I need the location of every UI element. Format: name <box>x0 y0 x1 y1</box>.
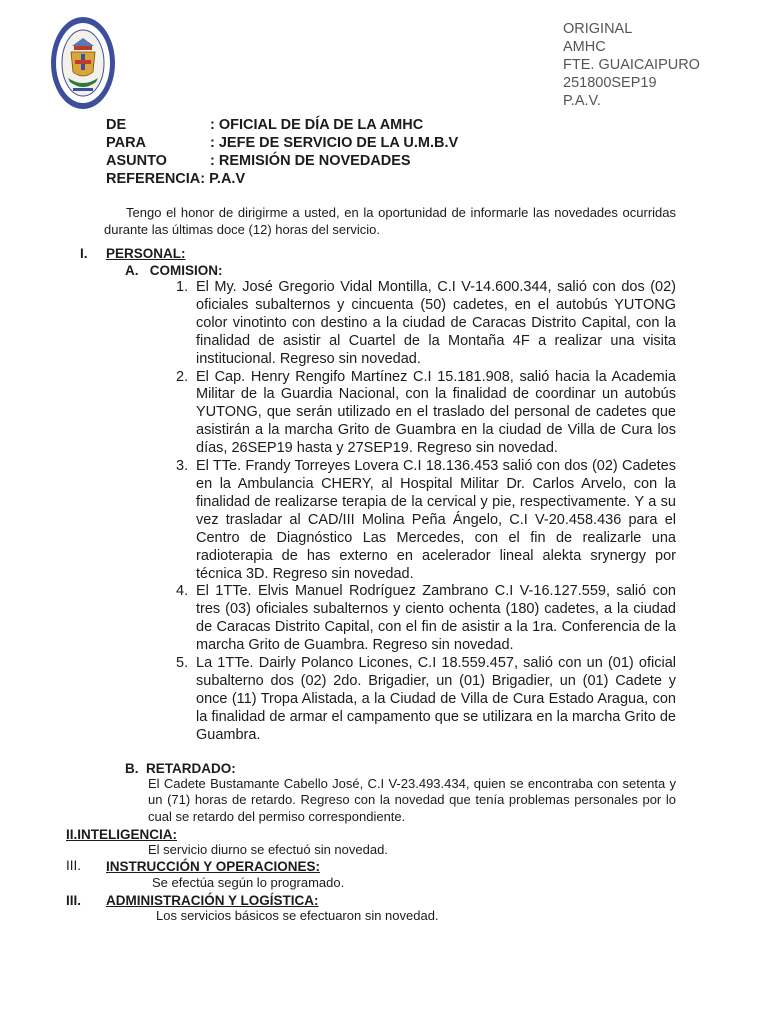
stamp-line-original: ORIGINAL <box>563 21 633 37</box>
comision-list <box>176 279 676 745</box>
section-personal-title: PERSONAL: <box>106 246 186 261</box>
list-item-text: El Cap. Henry Rengifo Martínez C.I 15.181.908, salió hacia la Academia Militar de la Guardia Nacional, con la finalidad de coordinar un autobús YUTONG, que serán utilizado en el traslado del personal de cadetes que asistirán a la marcha Grito de Guambra en la ciudad de Villa de Cura los días, 26SEP19 hasta y 27SEP19. Regreso sin novedad. <box>196 368 676 457</box>
list-item <box>176 369 676 459</box>
stamp-line-unit: AMHC <box>563 39 606 55</box>
intro-paragraph <box>104 204 676 238</box>
list-item-number: 3. <box>176 458 189 475</box>
header-asunto <box>106 152 411 170</box>
subsection-retardado-label: B. <box>125 761 139 776</box>
subsection-retardado-title: RETARDADO: <box>146 761 236 776</box>
list-item-text: El My. José Gregorio Vidal Montilla, C.I V-14.600.344, salió con dos (02) oficiales subalternos y cincuenta (50) cadetes, en el autobús YUTONG color vinotinto con destino a la ciudad de Caracas Distrito Capital, con la finalidad de asistir al Cuartel de la Montaña 4F a realizar una visita institucional. Regreso sin novedad. <box>196 279 676 367</box>
header-para <box>106 134 458 152</box>
administracion-text: Los servicios básicos se efectuaron sin novedad. <box>156 908 439 923</box>
list-item-text: El 1TTe. Elvis Manuel Rodríguez Zambrano C.I V-16.127.559, salió con tres (03) oficiales subalternos y ciento ochenta (180) cadetes, a la ciudad de Caracas Distrito Capital, con el fin de asistir a la 1ra. Conferencia de la marcha Grito de Guambra. Regreso sin novedad. <box>196 583 676 654</box>
header-de <box>106 116 423 134</box>
list-item-number: 2. <box>176 368 189 385</box>
list-item-number: 5. <box>176 655 189 672</box>
stamp-line-location: FTE. GUAICAIPURO <box>563 57 700 73</box>
subsection-comision-label: A. <box>125 263 139 278</box>
section-personal-number: I. <box>80 246 88 261</box>
header-de-key: DE <box>106 117 127 133</box>
list-item-text: El TTe. Frandy Torreyes Lovera C.I 18.136.453 salió con dos (02) Cadetes en la Ambulancia CHERY, al Hospital Militar Dr. Carlos Arvelo, con la finalidad de realizarse terapia de la cervical y pie, respectivamente. Y a su vez trasladar al CAD/III Molina Peña Ángelo, C.I V-20.458.436 para el Centro de Diagnóstico Las Mercedes, con el fin de realizarle una radioterapia de has externo en acelerador lineal alekta srynergy por técnica 3D. Regreso sin novedad. <box>196 458 676 582</box>
list-item <box>176 279 676 369</box>
retardado-text: El Cadete Bustamante Cabello José, C.I V-23.493.434, quien se encontraba con setenta y un (71) horas de retardo. Regreso con la novedad que tenía problemas personales por lo cual se retardo del permiso correspondiente. <box>148 776 676 824</box>
header-de-value: : OFICIAL DE DÍA DE LA AMHC <box>210 117 424 133</box>
header-para-value: : JEFE DE SERVICIO DE LA U.M.B.V <box>210 135 459 151</box>
list-item-number: 1. <box>176 279 189 295</box>
section-instruccion-title: INSTRUCCIÓN Y OPERACIONES: <box>106 859 321 874</box>
section-administracion-number: III. <box>66 893 82 908</box>
list-item-text: La 1TTe. Dairly Polanco Licones, C.I 18.559.457, salió con un (01) oficial subalterno dos (02) 2do. Brigadier, un (01) Brigadier, un (01) Cadete y once (11) Tropa Alistada, a la Ciudad de Villa de Cura Estado Aragua, con la finalidad de armar el campamento que se utilizara en la marcha Grito de Guambra. <box>196 655 676 743</box>
inteligencia-text: El servicio diurno se efectuó sin novedad. <box>148 842 388 857</box>
header-para-key: PARA <box>106 135 147 151</box>
header-asunto-value: : REMISIÓN DE NOVEDADES <box>210 153 411 169</box>
header-asunto-key: ASUNTO <box>106 153 167 169</box>
list-item <box>176 655 676 745</box>
subsection-comision-title: COMISION: <box>149 263 223 278</box>
section-administracion-title: ADMINISTRACIÓN Y LOGÍSTICA: <box>106 893 319 908</box>
document-stamp <box>563 20 700 110</box>
list-item-number: 4. <box>176 583 189 600</box>
stamp-line-datetime: 251800SEP19 <box>563 75 657 91</box>
list-item <box>176 583 676 655</box>
section-instruccion-number: III. <box>66 858 82 873</box>
subsection-retardado <box>125 760 236 777</box>
subsection-comision <box>125 262 223 279</box>
section-inteligencia-title: II.INTELIGENCIA: <box>66 827 177 842</box>
header-referencia: REFERENCIA: P.A.V <box>106 171 246 187</box>
stamp-line-initials: P.A.V. <box>563 93 601 109</box>
instruccion-text: Se efectúa según lo programado. <box>152 875 345 890</box>
list-item <box>176 458 676 583</box>
intro-text: Tengo el honor de dirigirme a usted, en la oportunidad de informarle las novedades ocurridas durante las últimas doce (12) horas del servicio. <box>104 205 676 237</box>
institutional-seal-icon <box>50 16 116 110</box>
